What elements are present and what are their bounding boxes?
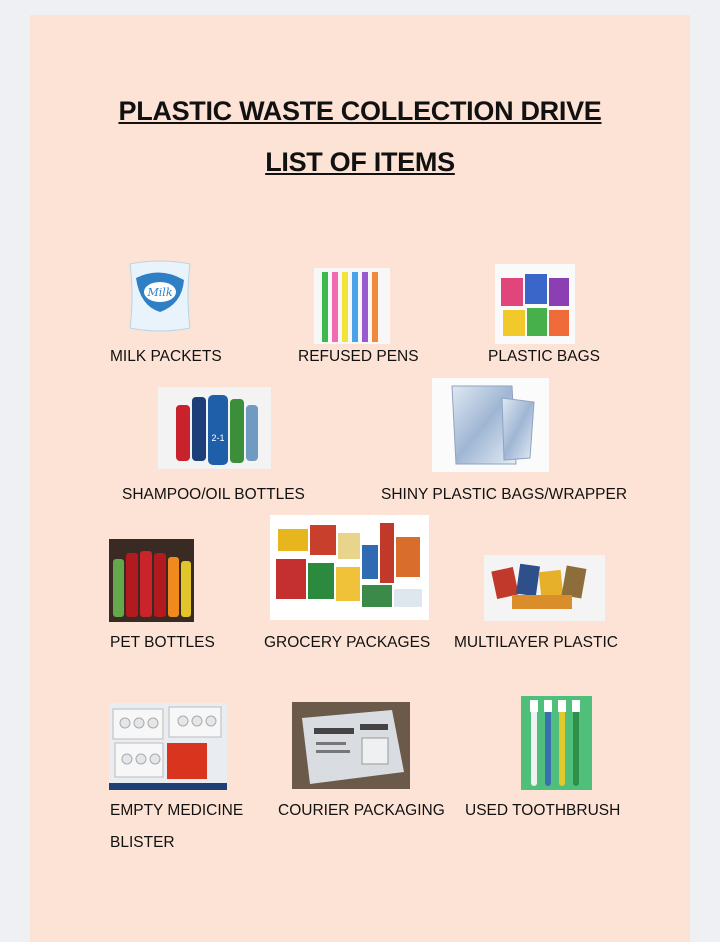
shampoo-bottles-image [158,387,271,469]
item-label-courier-packaging: COURIER PACKAGING [278,802,445,819]
item-label-pet-bottles: PET BOTTLES [110,634,215,651]
pet-bottles-image [109,539,194,622]
grocery-packages-image [270,515,429,620]
toothbrush-image [521,696,592,790]
item-label-plastic-bags: PLASTIC BAGS [488,348,600,365]
milk-packet-image [122,256,198,334]
item-label-grocery-packages: GROCERY PACKAGES [264,634,431,651]
item-label-used-toothbrush: USED TOOTHBRUSH [465,802,621,819]
shiny-wrapper-image [432,378,549,472]
item-label-multilayer-plastic: MULTILAYER PLASTIC [454,634,618,651]
multilayer-plastic-image [484,555,605,621]
document-title: PLASTIC WASTE COLLECTION DRIVE [118,96,602,126]
item-label-empty-medicine: EMPTY MEDICINE [110,802,244,819]
item-label-milk-packets: MILK PACKETS [110,348,222,365]
item-label-blister: BLISTER [110,834,175,851]
document-subtitle: LIST OF ITEMS [265,147,455,177]
svg-text:Milk: Milk [147,286,173,299]
pens-image [314,268,390,344]
item-label-refused-pens: REFUSED PENS [298,348,419,365]
courier-packaging-image [292,702,410,789]
svg-text:2-1: 2-1 [211,433,225,443]
plastic-bags-image [495,264,575,344]
medicine-blister-image [109,703,227,790]
item-label-shampoo-oil-bottles: SHAMPOO/OIL BOTTLES [122,486,305,503]
item-label-shiny-plastic-bags-wrapper: SHINY PLASTIC BAGS/WRAPPER [381,486,628,503]
